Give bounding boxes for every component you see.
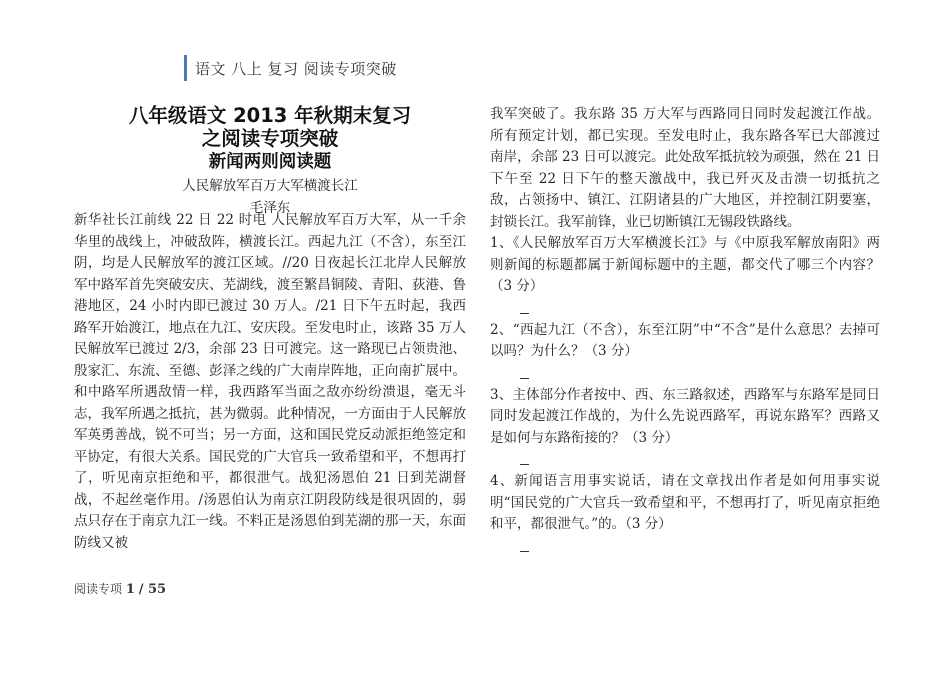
page-header [184,56,397,80]
footer-page-number: 1 [125,582,135,597]
article-body-right: 我军突破了。我东路 35 万大军与西路同日同时发起渡江作战。所有预定计划，都已实现。至发电时止，我东路各军已大部渡过南岸，余部 23 日可以渡完。此处敌军抵抗较为顽强，然在 21 日下午至 22 日下午的整天激战中，我已歼灭及击溃一切抵抗之敌，占领扬中、镇江、江阴诸县的广大地区，并控制江阴要塞，封锁长江。我军前锋，业已切断镇江无锡段铁路线。 [490,106,880,230]
answer-blank-3[interactable] [520,449,530,471]
subtitle: 新闻两则阅读题 [208,152,332,172]
main-title-line-2: 之阅读专项突破 [201,127,339,150]
question-1: 1、《人民解放军百万大军横渡长江》与《中原我军解放南阳》两则新闻的标题都属于新闻标题中的主题，都交代了哪三个内容？（3 分） [490,235,880,294]
article-body-left: 新华社长江前线 22 日 22 时电 人民解放军百万大军，从一千余华里的战线上，冲破敌阵，横渡长江。西起九江（不含），东至江阴，均是人民解放军的渡江区域。//20 日夜起长江北岸人民解放军中路军首先突破安庆、芜湖线，渡至繁昌铜陵、青阳、荻港、鲁港地区，24 小时内即已渡过 30 万人。/21 日下午五时起，我西路军开始渡江，地点在九江、安庆段。至发电时止，该路 35 万人民解放军已渡过 2/3，余部 23 日可渡完。这一路现已占领贵池、殷家汇、东流、至德、彭泽之线的广大南岸阵地，正向南扩展中。和中路军所遇敌情一样，我西路军当面之敌亦纷纷溃退，毫无斗志，我军所遇之抵抗，甚为微弱。此种情况，一方面由于人民解放军英勇善战，锐不可当；另一方面，这和国民党反动派拒绝签定和平协定，有很大关系。国民党的广大官兵一致希望和平，不想再打了，听见南京拒绝和平，都很泄气。战犯汤恩伯 21 日到芜湖督战，不起丝毫作用。/汤恩伯认为南京江阴段防线是很巩固的，弱点只存在于南京九江一线。不料正是汤恩伯到芜湖的那一天，东面防线又被 [74,212,466,551]
right-column [490,104,880,558]
page-footer [74,580,166,597]
main-title-line-1: 八年级语文 2013 年秋期末复习 [128,104,412,127]
answer-blank-1[interactable] [520,298,530,320]
header-accent-bar [184,55,187,81]
question-2: 2、“西起九江（不含），东至江阴”中“不含”是什么意思？去掉可以吗？为什么？（3 分） [490,321,880,359]
header-text: 语文 八上 复习 阅读专项突破 [195,59,397,78]
question-4: 4、新闻语言用事实说话，请在文章找出作者是如何用事实说明“国民党的广大官兵一致希望和平，不想再打了，听见南京拒绝和平，都很泄气。”的。（3 分） [490,473,880,532]
footer-label: 阅读专项 [74,582,123,596]
article-body-left-column [74,210,466,554]
question-3: 3、主体部分作者按中、西、东三路叙述，西路军与东路军是同日同时发起渡江作战的，为什么先说西路军，再说东路军？西路又是如何与东路衔接的？（3 分） [490,386,880,446]
title-block [74,104,466,219]
article-author: 毛泽东 [249,200,291,216]
article-title: 人民解放军百万大军横渡长江 [182,178,358,194]
footer-page-total: / 55 [138,582,167,597]
answer-blank-4[interactable] [520,536,530,558]
answer-blank-2[interactable] [520,363,530,385]
